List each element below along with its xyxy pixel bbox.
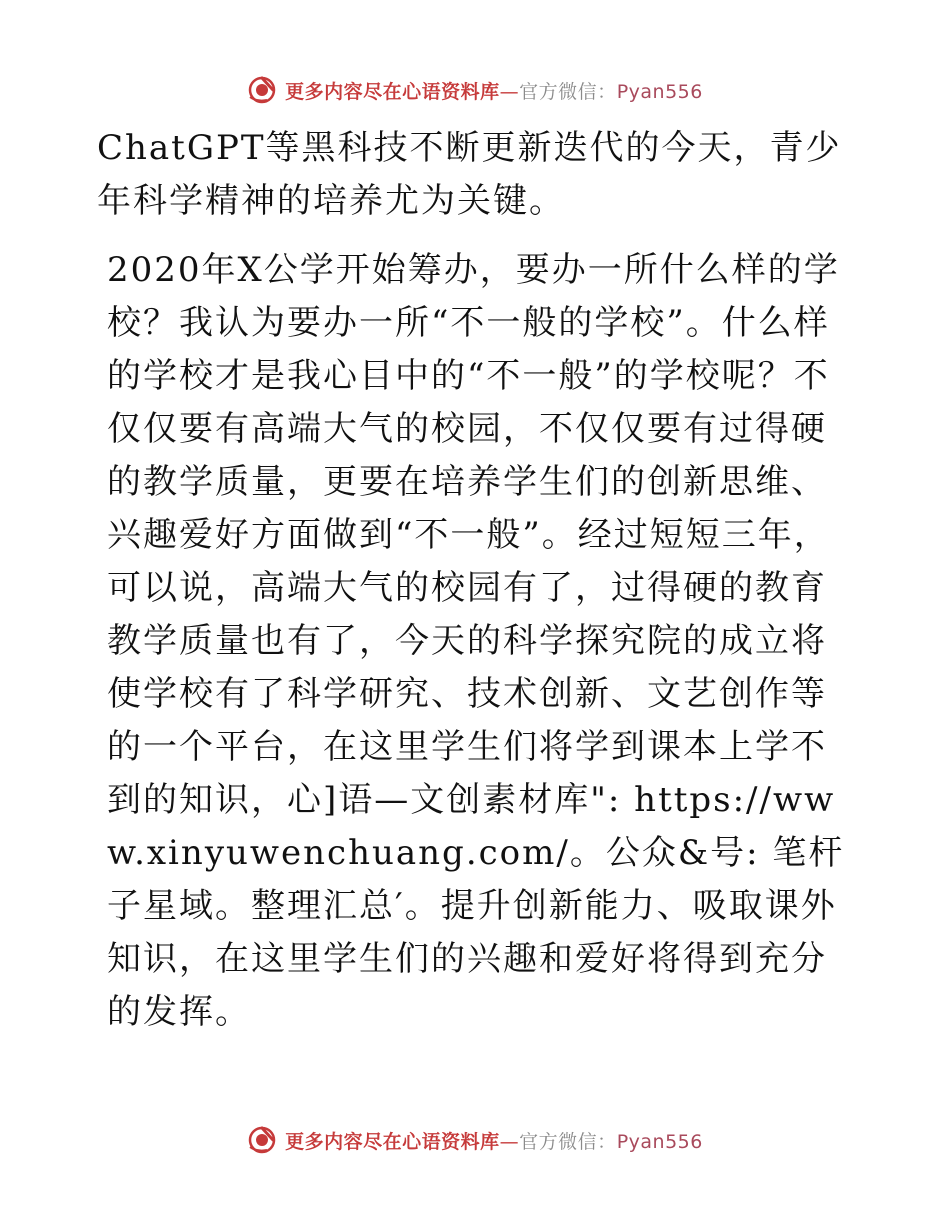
- brand-logo-icon: [247, 75, 277, 105]
- footer-banner-text: [285, 1127, 703, 1154]
- header-banner: [0, 70, 950, 110]
- footer-banner: [0, 1120, 950, 1160]
- footer-wechat-id: Pyan556: [616, 1130, 703, 1153]
- paragraph-main: 2020年X公学开始筹办，要办一所什么样的学校？我认为要办一所“不一般的学校”。什么样的学校才是我心目中的“不一般”的学校呢？不仅仅要有高端大气的校园，不仅仅要有过得硬的教学质量，更要在培养学生们的创新思维、兴趣爱好方面做到“不一般”。经过短短三年，可以说，高端大气的校园有了，过得硬的教育教学质量也有了，今天的科学探究院的成立将使学校有了科学研究、技术创新、文艺创作等的一个平台，在这里学生们将学到课本上学不到的知识，心]语—文创素材库": https://www.xinyuwenchuang.com/。公众&号: 笔杆子星域。整理汇总′。提升创新能力、吸取课外知识，在这里学生们的兴趣和爱好将得到充分的发挥。: [107, 250, 845, 1032]
- header-promo-text: 更多内容尽在心语资料库: [285, 80, 500, 103]
- header-separator: —: [499, 80, 520, 103]
- brand-logo-icon: [247, 1125, 277, 1155]
- header-banner-text: [285, 77, 703, 104]
- footer-separator: —: [499, 1130, 520, 1153]
- footer-banner-content: [247, 1125, 703, 1155]
- header-wechat-label: 官方微信：: [519, 80, 617, 103]
- header-banner-content: [247, 75, 703, 105]
- paragraph-intro: ChatGPT等黑科技不断更新迭代的今天，青少年科学精神的培养尤为关键。: [97, 128, 842, 221]
- header-wechat-id: Pyan556: [616, 80, 703, 103]
- document-body: [97, 122, 857, 1039]
- footer-wechat-label: 官方微信：: [519, 1130, 617, 1153]
- footer-promo-text: 更多内容尽在心语资料库: [285, 1130, 500, 1153]
